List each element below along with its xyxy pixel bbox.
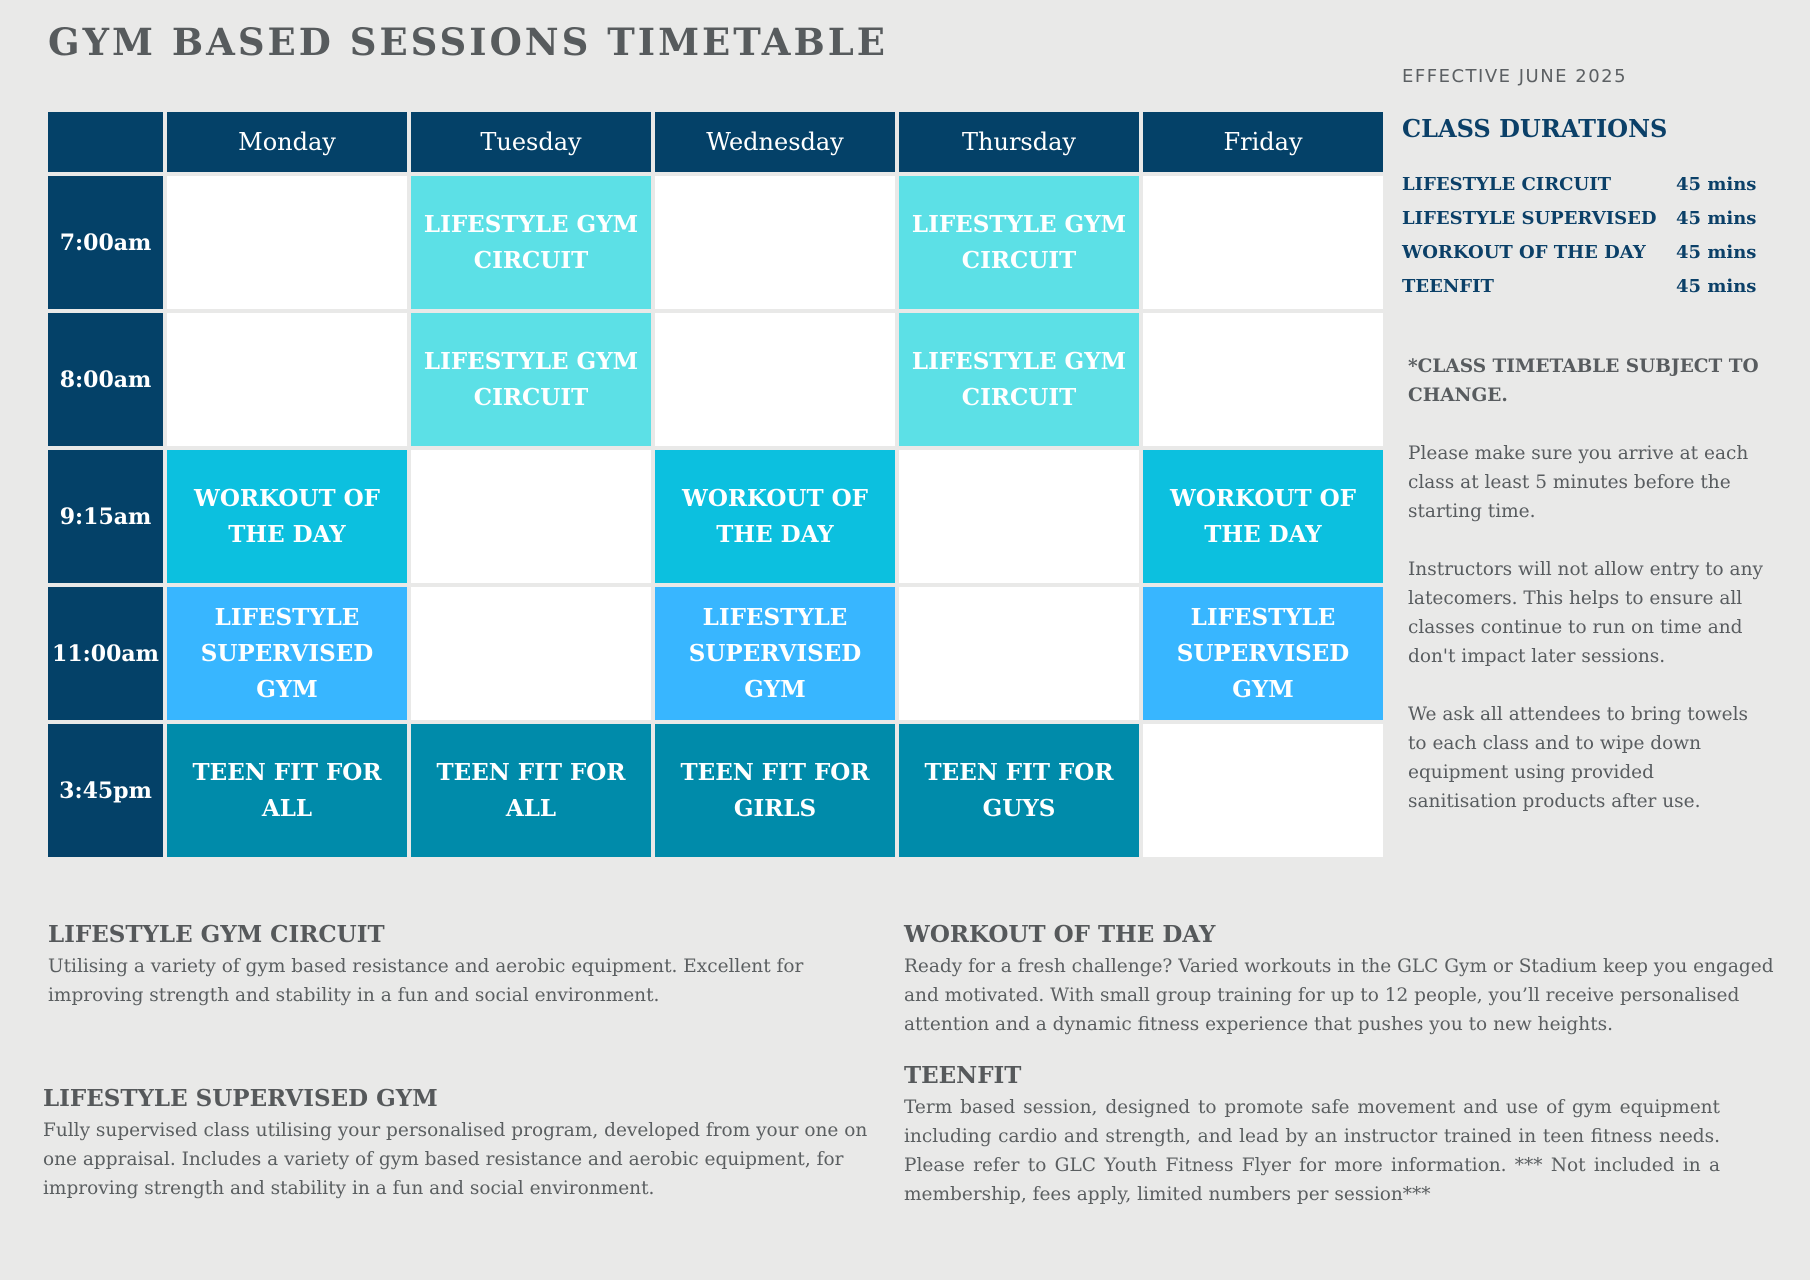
class-name: LIFESTYLE SUPERVISED GYM — [688, 603, 862, 703]
class-cell — [167, 724, 407, 857]
class-cell — [655, 450, 895, 583]
duration-class-name: LIFESTYLE SUPERVISED — [1402, 208, 1657, 229]
class-name: WORKOUT OF THE DAY — [682, 484, 868, 548]
class-name: LIFESTYLE SUPERVISED GYM — [200, 603, 374, 703]
day-header-thursday: Thursday — [899, 112, 1139, 172]
desc-wod-body: Ready for a fresh challenge? Varied workouts in the GLC Gym or Stadium keep you engaged and motivated. With small group training for up to 12 people, you’ll receive personalised attention and a dynamic fitness experience that pushes you to new heights. — [904, 956, 1774, 1035]
class-cell — [167, 587, 407, 720]
empty-cell — [899, 450, 1139, 583]
class-name: TEEN FIT FOR ALL — [436, 758, 626, 822]
note-subject-to-change: *CLASS TIMETABLE SUBJECT TO CHANGE. — [1408, 356, 1759, 406]
durations-title: CLASS DURATIONS — [1402, 114, 1668, 143]
class-cell — [1143, 450, 1383, 583]
desc-wod-title: WORKOUT OF THE DAY — [904, 921, 1216, 948]
class-cell — [899, 313, 1139, 446]
duration-value: 45 mins — [1676, 174, 1757, 195]
day-header-monday: Monday — [167, 112, 407, 172]
empty-cell — [167, 176, 407, 309]
day-header-wednesday: Wednesday — [655, 112, 895, 172]
note-latecomers: Instructors will not allow entry to any latecomers. This helps to ensure all classes continue to run on time and don't impact later sessions. — [1408, 559, 1763, 667]
note-towels: We ask all attendees to bring towels to each class and to wipe down equipment using provided sanitisation products after use. — [1408, 704, 1749, 812]
class-cell — [411, 176, 651, 309]
day-header-friday: Friday — [1143, 112, 1383, 172]
time-slot-label: 11:00am — [48, 587, 163, 720]
class-cell — [1143, 587, 1383, 720]
duration-row — [1402, 276, 1757, 306]
time-slot-label: 9:15am — [48, 450, 163, 583]
duration-row — [1402, 174, 1757, 204]
desc-supervised-body: Fully supervised class utilising your personalised program, developed from your one on one appraisal. Includes a variety of gym based resistance and aerobic equipment, for improving strength and stability in a fun and social environment. — [43, 1120, 868, 1199]
day-header-tuesday: Tuesday — [411, 112, 651, 172]
desc-circuit-title: LIFESTYLE GYM CIRCUIT — [48, 921, 385, 948]
class-name: LIFESTYLE GYM CIRCUIT — [911, 210, 1127, 274]
empty-cell — [655, 176, 895, 309]
desc-circuit-body: Utilising a variety of gym based resistance and aerobic equipment. Excellent for improving strength and stability in a fun and social environment. — [48, 956, 804, 1006]
time-slot-label: 8:00am — [48, 313, 163, 446]
empty-cell — [899, 587, 1139, 720]
duration-value: 45 mins — [1676, 208, 1757, 229]
time-slot-label: 3:45pm — [48, 724, 163, 857]
class-name: TEEN FIT FOR ALL — [192, 758, 382, 822]
class-cell — [167, 450, 407, 583]
duration-row — [1402, 208, 1757, 238]
class-name: LIFESTYLE GYM CIRCUIT — [911, 347, 1127, 411]
empty-cell — [411, 450, 651, 583]
duration-value: 45 mins — [1676, 242, 1757, 263]
class-cell — [411, 724, 651, 857]
empty-cell — [167, 313, 407, 446]
class-cell — [899, 176, 1139, 309]
desc-teenfit-title: TEENFIT — [904, 1062, 1022, 1089]
notes — [1408, 352, 1768, 845]
desc-teenfit — [904, 1061, 1720, 1209]
empty-cell — [411, 587, 651, 720]
page-title: GYM BASED SESSIONS TIMETABLE — [48, 20, 888, 64]
duration-row — [1402, 242, 1757, 272]
class-cell — [899, 724, 1139, 857]
empty-cell — [1143, 313, 1383, 446]
class-name: WORKOUT OF THE DAY — [194, 484, 380, 548]
duration-class-name: TEENFIT — [1402, 276, 1494, 297]
duration-class-name: LIFESTYLE CIRCUIT — [1402, 174, 1612, 195]
class-name: LIFESTYLE GYM CIRCUIT — [423, 210, 639, 274]
class-cell — [655, 724, 895, 857]
note-arrive-early: Please make sure you arrive at each class at least 5 minutes before the starting time. — [1408, 443, 1749, 522]
class-name: LIFESTYLE SUPERVISED GYM — [1176, 603, 1350, 703]
desc-wod — [904, 920, 1784, 1039]
class-name: TEEN FIT FOR GUYS — [924, 758, 1114, 822]
class-cell — [655, 587, 895, 720]
empty-cell — [1143, 724, 1383, 857]
desc-teenfit-body: Term based session, designed to promote safe movement and use of gym equipment including cardio and strength, and lead by an instructor trained in teen fitness needs. Please refer to GLC Youth Fitness Flyer for more information. *** Not included in a membership, fees apply, limited numbers per session*** — [904, 1097, 1720, 1205]
class-name: LIFESTYLE GYM CIRCUIT — [423, 347, 639, 411]
class-name: TEEN FIT FOR GIRLS — [680, 758, 870, 822]
empty-cell — [655, 313, 895, 446]
desc-supervised-title: LIFESTYLE SUPERVISED GYM — [43, 1085, 438, 1112]
timetable-corner — [48, 112, 163, 172]
desc-supervised — [43, 1084, 873, 1203]
class-name: WORKOUT OF THE DAY — [1170, 484, 1356, 548]
effective-date: EFFECTIVE JUNE 2025 — [1402, 66, 1628, 87]
duration-value: 45 mins — [1676, 276, 1757, 297]
time-slot-label: 7:00am — [48, 176, 163, 309]
empty-cell — [1143, 176, 1383, 309]
class-cell — [411, 313, 651, 446]
desc-circuit — [48, 920, 878, 1010]
duration-class-name: WORKOUT OF THE DAY — [1402, 242, 1646, 263]
